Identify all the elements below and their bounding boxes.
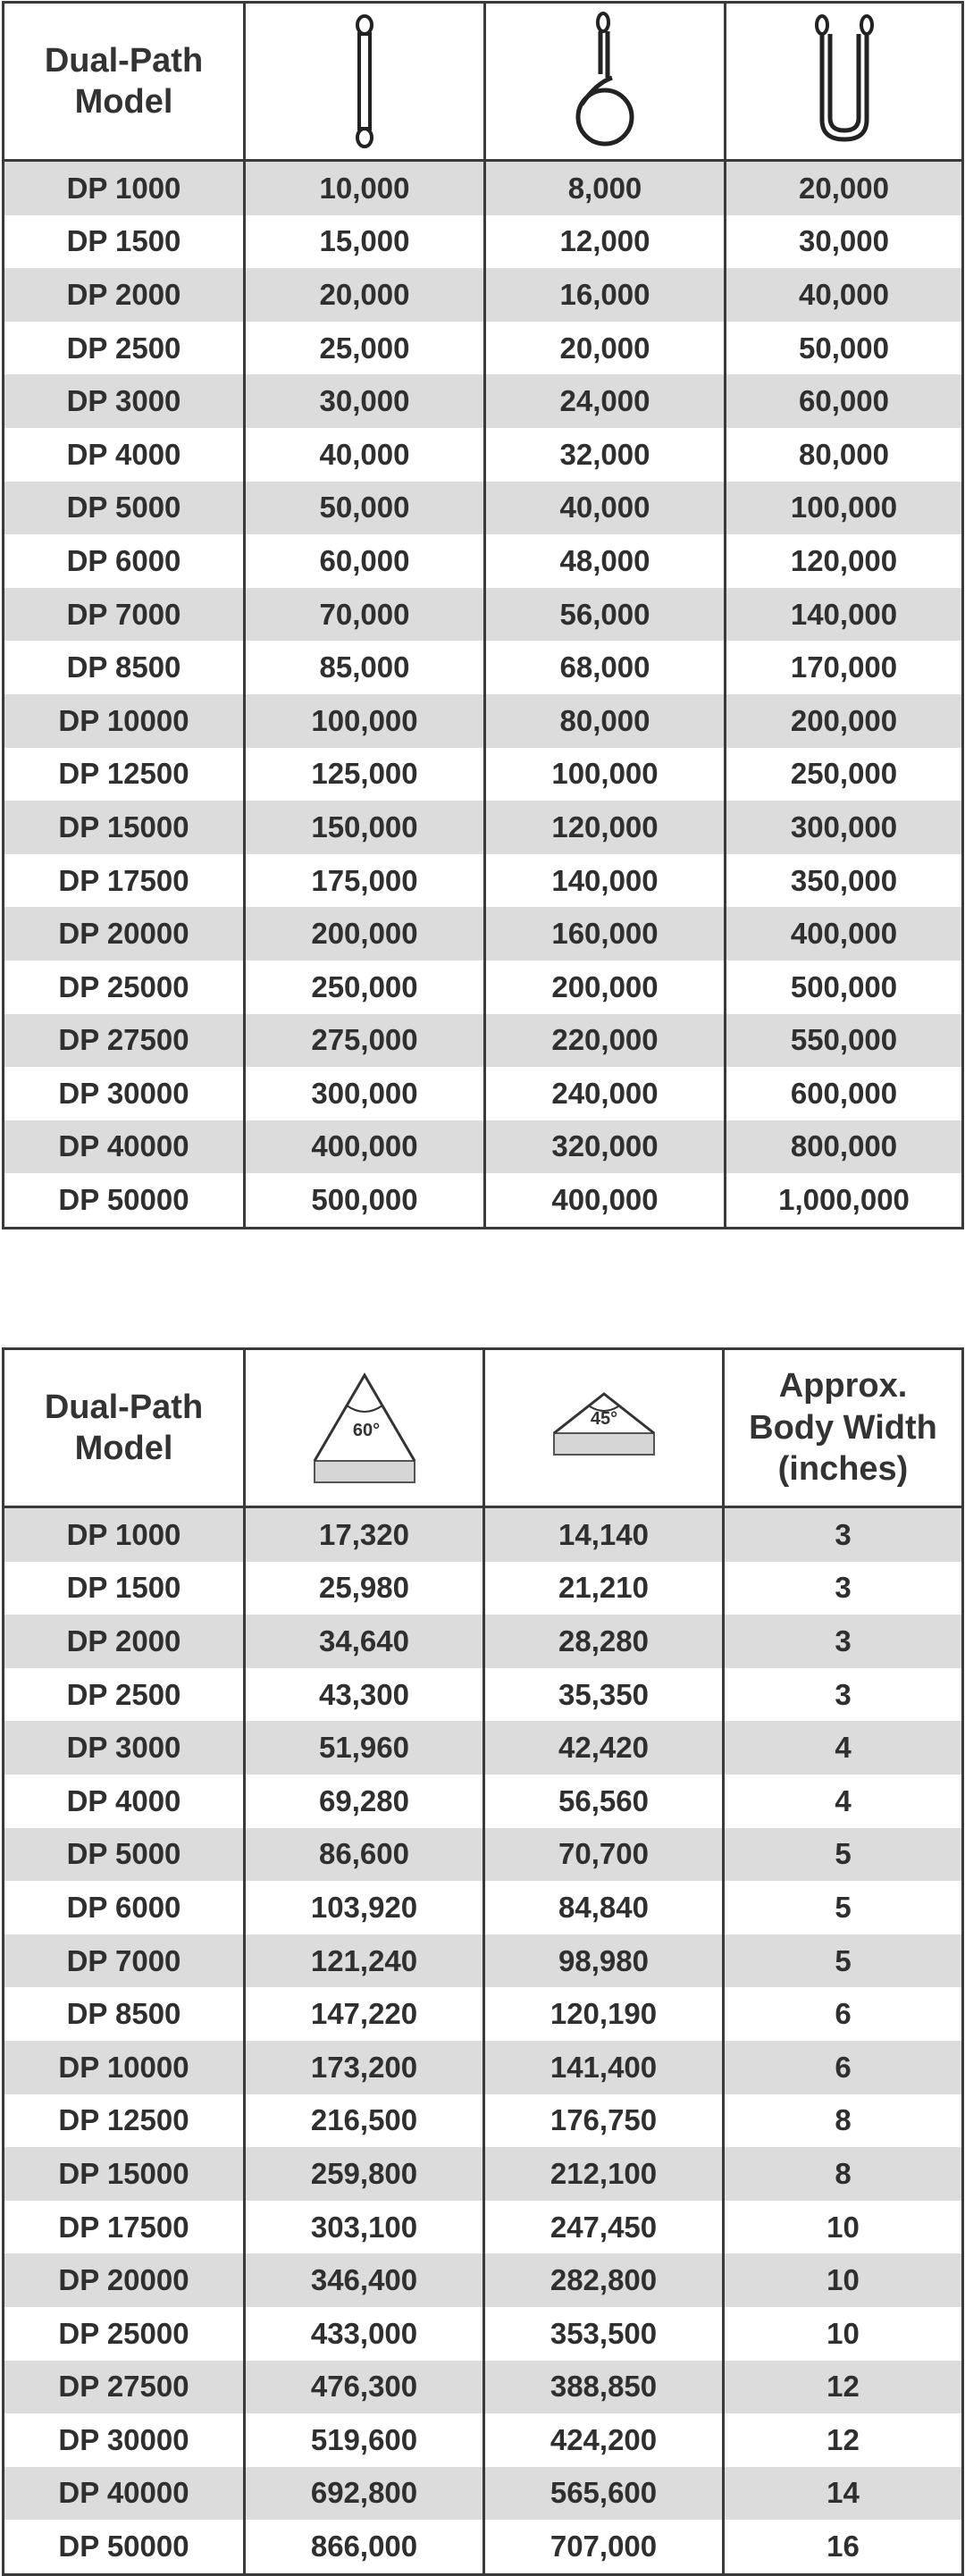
choker-capacity-cell: 40,000 xyxy=(485,482,726,535)
choker-capacity-cell: 120,000 xyxy=(485,801,726,854)
choker-capacity-cell: 80,000 xyxy=(485,694,726,748)
table-row xyxy=(4,2413,963,2467)
choker-capacity-cell: 160,000 xyxy=(485,907,726,961)
table-row xyxy=(4,1934,963,1988)
basket-45-column-header xyxy=(484,1349,724,1507)
basket-45-capacity-cell: 388,850 xyxy=(484,2361,724,2414)
table-row xyxy=(4,322,963,375)
basket-60-capacity-cell: 433,000 xyxy=(245,2307,484,2361)
choker-capacity-cell: 32,000 xyxy=(485,428,726,482)
table-row xyxy=(4,268,963,322)
table-row xyxy=(4,748,963,801)
basket-capacity-cell: 170,000 xyxy=(726,641,963,694)
basket-capacity-cell: 800,000 xyxy=(726,1120,963,1174)
capacity-table-basket-angles xyxy=(2,1347,964,2576)
basket-45-capacity-cell: 424,200 xyxy=(484,2413,724,2467)
table-row xyxy=(4,1067,963,1120)
basket-capacity-cell: 250,000 xyxy=(726,748,963,801)
body-width-cell: 5 xyxy=(724,1828,963,1882)
vertical-capacity-cell: 60,000 xyxy=(245,534,485,588)
model-cell: DP 6000 xyxy=(4,1881,245,1934)
model-cell: DP 15000 xyxy=(4,801,245,854)
vertical-capacity-cell: 15,000 xyxy=(245,215,485,269)
model-cell: DP 2000 xyxy=(4,1615,245,1668)
basket-60-capacity-cell: 34,640 xyxy=(245,1615,484,1668)
angle-45-label: 45° xyxy=(590,1409,617,1429)
basket-60-capacity-cell: 121,240 xyxy=(245,1934,484,1988)
choker-hitch-icon xyxy=(569,12,641,151)
basket-60-capacity-cell: 103,920 xyxy=(245,1881,484,1934)
table-row xyxy=(4,1173,963,1228)
table-row xyxy=(4,1775,963,1828)
body-width-cell: 5 xyxy=(724,1881,963,1934)
table-header xyxy=(4,1349,963,1507)
choker-capacity-cell: 220,000 xyxy=(485,1014,726,1068)
choker-capacity-cell: 24,000 xyxy=(485,374,726,428)
table-row xyxy=(4,1987,963,2041)
vertical-capacity-cell: 250,000 xyxy=(245,961,485,1014)
model-cell: DP 12500 xyxy=(4,748,245,801)
model-cell: DP 40000 xyxy=(4,1120,245,1174)
model-cell: DP 6000 xyxy=(4,534,245,588)
table-row xyxy=(4,801,963,854)
basket-capacity-cell: 20,000 xyxy=(726,161,963,215)
basket-45-capacity-cell: 120,190 xyxy=(484,1987,724,2041)
model-cell: DP 17500 xyxy=(4,2201,245,2254)
body-width-column-header xyxy=(724,1349,963,1507)
table-row xyxy=(4,215,963,269)
capacity-table-hitches xyxy=(2,1,964,1229)
vertical-capacity-cell: 30,000 xyxy=(245,374,485,428)
model-cell: DP 4000 xyxy=(4,1775,245,1828)
model-cell: DP 1500 xyxy=(4,1562,245,1615)
basket-45-capacity-cell: 141,400 xyxy=(484,2041,724,2094)
basket-60-capacity-cell: 25,980 xyxy=(245,1562,484,1615)
table-row xyxy=(4,2094,963,2148)
basket-capacity-cell: 140,000 xyxy=(726,588,963,642)
body-width-header-label: Approx. Body Width (inches) xyxy=(749,1367,937,1489)
basket-60-capacity-cell: 866,000 xyxy=(245,2520,484,2574)
model-cell: DP 30000 xyxy=(4,1067,245,1120)
choker-capacity-cell: 320,000 xyxy=(485,1120,726,1174)
basket-45-degree-icon xyxy=(550,1383,658,1473)
model-cell: DP 2500 xyxy=(4,322,245,375)
basket-60-capacity-cell: 173,200 xyxy=(245,2041,484,2094)
choker-capacity-cell: 240,000 xyxy=(485,1067,726,1120)
choker-capacity-cell: 56,000 xyxy=(485,588,726,642)
body-width-cell: 6 xyxy=(724,1987,963,2041)
vertical-capacity-cell: 150,000 xyxy=(245,801,485,854)
body-width-cell: 10 xyxy=(724,2253,963,2307)
basket-60-capacity-cell: 346,400 xyxy=(245,2253,484,2307)
model-cell: DP 4000 xyxy=(4,428,245,482)
vertical-capacity-cell: 100,000 xyxy=(245,694,485,748)
basket-45-capacity-cell: 707,000 xyxy=(484,2520,724,2574)
table-row xyxy=(4,2147,963,2201)
table-row xyxy=(4,2041,963,2094)
model-cell: DP 10000 xyxy=(4,694,245,748)
table-row xyxy=(4,1120,963,1174)
table-row xyxy=(4,2307,963,2361)
angle-60-label: 60° xyxy=(352,1421,380,1440)
basket-60-capacity-cell: 259,800 xyxy=(245,2147,484,2201)
model-header-label: Dual-Path Model xyxy=(44,1388,204,1467)
vertical-hitch-column-header xyxy=(245,3,485,161)
choker-capacity-cell: 140,000 xyxy=(485,854,726,908)
table-row xyxy=(4,1562,963,1615)
basket-capacity-cell: 50,000 xyxy=(726,322,963,375)
table-row xyxy=(4,588,963,642)
body-width-cell: 10 xyxy=(724,2201,963,2254)
model-cell: DP 5000 xyxy=(4,1828,245,1882)
vertical-capacity-cell: 70,000 xyxy=(245,588,485,642)
basket-60-capacity-cell: 476,300 xyxy=(245,2361,484,2414)
table-row xyxy=(4,907,963,961)
model-cell: DP 30000 xyxy=(4,2413,245,2467)
body-width-cell: 12 xyxy=(724,2413,963,2467)
model-cell: DP 1000 xyxy=(4,161,245,215)
model-cell: DP 3000 xyxy=(4,1721,245,1775)
table-row xyxy=(4,1828,963,1882)
model-cell: DP 12500 xyxy=(4,2094,245,2148)
table-row xyxy=(4,1507,963,1562)
basket-capacity-cell: 30,000 xyxy=(726,215,963,269)
vertical-capacity-cell: 275,000 xyxy=(245,1014,485,1068)
basket-60-degree-icon xyxy=(311,1370,418,1486)
basket-capacity-cell: 100,000 xyxy=(726,482,963,535)
basket-capacity-cell: 1,000,000 xyxy=(726,1173,963,1228)
model-cell: DP 20000 xyxy=(4,907,245,961)
table-row xyxy=(4,2520,963,2574)
basket-60-capacity-cell: 303,100 xyxy=(245,2201,484,2254)
basket-45-capacity-cell: 176,750 xyxy=(484,2094,724,2148)
model-cell: DP 17500 xyxy=(4,854,245,908)
basket-capacity-cell: 300,000 xyxy=(726,801,963,854)
body-width-cell: 10 xyxy=(724,2307,963,2361)
choker-capacity-cell: 20,000 xyxy=(485,322,726,375)
basket-capacity-cell: 550,000 xyxy=(726,1014,963,1068)
model-cell: DP 1500 xyxy=(4,215,245,269)
table-row xyxy=(4,2467,963,2521)
table-row xyxy=(4,1668,963,1722)
body-width-cell: 3 xyxy=(724,1668,963,1722)
model-cell: DP 1000 xyxy=(4,1507,245,1562)
model-cell: DP 50000 xyxy=(4,2520,245,2574)
basket-45-capacity-cell: 84,840 xyxy=(484,1881,724,1934)
model-cell: DP 15000 xyxy=(4,2147,245,2201)
body-width-cell: 3 xyxy=(724,1615,963,1668)
table-row xyxy=(4,1721,963,1775)
basket-capacity-cell: 400,000 xyxy=(726,907,963,961)
basket-capacity-cell: 500,000 xyxy=(726,961,963,1014)
basket-60-capacity-cell: 86,600 xyxy=(245,1828,484,1882)
vertical-capacity-cell: 20,000 xyxy=(245,268,485,322)
table-header xyxy=(4,3,963,161)
body-width-cell: 3 xyxy=(724,1562,963,1615)
choker-capacity-cell: 68,000 xyxy=(485,641,726,694)
model-cell: DP 27500 xyxy=(4,2361,245,2414)
table-row xyxy=(4,1615,963,1668)
table-row xyxy=(4,1014,963,1068)
vertical-capacity-cell: 300,000 xyxy=(245,1067,485,1120)
choker-capacity-cell: 12,000 xyxy=(485,215,726,269)
vertical-capacity-cell: 40,000 xyxy=(245,428,485,482)
model-cell: DP 3000 xyxy=(4,374,245,428)
vertical-hitch-icon xyxy=(347,14,382,148)
table-row xyxy=(4,961,963,1014)
vertical-capacity-cell: 10,000 xyxy=(245,161,485,215)
model-cell: DP 5000 xyxy=(4,482,245,535)
model-column-header xyxy=(4,3,245,161)
basket-45-capacity-cell: 14,140 xyxy=(484,1507,724,1562)
table-row xyxy=(4,161,963,215)
table-row xyxy=(4,1881,963,1934)
model-cell: DP 25000 xyxy=(4,961,245,1014)
choker-capacity-cell: 400,000 xyxy=(485,1173,726,1228)
basket-capacity-cell: 60,000 xyxy=(726,374,963,428)
basket-capacity-cell: 350,000 xyxy=(726,854,963,908)
basket-45-capacity-cell: 70,700 xyxy=(484,1828,724,1882)
body-width-cell: 16 xyxy=(724,2520,963,2574)
table-row xyxy=(4,2361,963,2414)
basket-45-capacity-cell: 353,500 xyxy=(484,2307,724,2361)
table-row xyxy=(4,854,963,908)
body-width-cell: 12 xyxy=(724,2361,963,2414)
basket-45-capacity-cell: 282,800 xyxy=(484,2253,724,2307)
vertical-capacity-cell: 85,000 xyxy=(245,641,485,694)
table-row xyxy=(4,2253,963,2307)
basket-60-capacity-cell: 17,320 xyxy=(245,1507,484,1562)
model-cell: DP 50000 xyxy=(4,1173,245,1228)
model-cell: DP 7000 xyxy=(4,1934,245,1988)
basket-45-capacity-cell: 35,350 xyxy=(484,1668,724,1722)
model-cell: DP 2500 xyxy=(4,1668,245,1722)
vertical-capacity-cell: 200,000 xyxy=(245,907,485,961)
model-cell: DP 2000 xyxy=(4,268,245,322)
choker-capacity-cell: 48,000 xyxy=(485,534,726,588)
basket-capacity-cell: 80,000 xyxy=(726,428,963,482)
basket-60-capacity-cell: 216,500 xyxy=(245,2094,484,2148)
model-cell: DP 40000 xyxy=(4,2467,245,2521)
basket-60-column-header xyxy=(245,1349,484,1507)
vertical-capacity-cell: 50,000 xyxy=(245,482,485,535)
body-width-cell: 4 xyxy=(724,1775,963,1828)
basket-hitch-column-header xyxy=(726,3,963,161)
basket-capacity-cell: 600,000 xyxy=(726,1067,963,1120)
model-cell: DP 20000 xyxy=(4,2253,245,2307)
choker-hitch-column-header xyxy=(485,3,726,161)
basket-45-capacity-cell: 212,100 xyxy=(484,2147,724,2201)
basket-45-capacity-cell: 42,420 xyxy=(484,1721,724,1775)
basket-45-capacity-cell: 565,600 xyxy=(484,2467,724,2521)
choker-capacity-cell: 200,000 xyxy=(485,961,726,1014)
basket-45-capacity-cell: 247,450 xyxy=(484,2201,724,2254)
model-header-label: Dual-Path Model xyxy=(44,41,204,121)
basket-60-capacity-cell: 692,800 xyxy=(245,2467,484,2521)
body-width-cell: 8 xyxy=(724,2147,963,2201)
basket-60-capacity-cell: 147,220 xyxy=(245,1987,484,2041)
table-row xyxy=(4,694,963,748)
vertical-capacity-cell: 25,000 xyxy=(245,322,485,375)
model-cell: DP 10000 xyxy=(4,2041,245,2094)
basket-45-capacity-cell: 21,210 xyxy=(484,1562,724,1615)
model-column-header xyxy=(4,1349,245,1507)
vertical-capacity-cell: 500,000 xyxy=(245,1173,485,1228)
choker-capacity-cell: 16,000 xyxy=(485,268,726,322)
model-cell: DP 8500 xyxy=(4,1987,245,2041)
body-width-cell: 5 xyxy=(724,1934,963,1988)
vertical-capacity-cell: 175,000 xyxy=(245,854,485,908)
basket-capacity-cell: 40,000 xyxy=(726,268,963,322)
basket-60-capacity-cell: 51,960 xyxy=(245,1721,484,1775)
model-cell: DP 27500 xyxy=(4,1014,245,1068)
model-cell: DP 7000 xyxy=(4,588,245,642)
choker-capacity-cell: 100,000 xyxy=(485,748,726,801)
body-width-cell: 8 xyxy=(724,2094,963,2148)
basket-60-capacity-cell: 519,600 xyxy=(245,2413,484,2467)
basket-60-capacity-cell: 43,300 xyxy=(245,1668,484,1722)
body-width-cell: 6 xyxy=(724,2041,963,2094)
table-row xyxy=(4,641,963,694)
basket-hitch-icon xyxy=(809,14,880,148)
choker-capacity-cell: 8,000 xyxy=(485,161,726,215)
table-row xyxy=(4,374,963,428)
vertical-capacity-cell: 125,000 xyxy=(245,748,485,801)
table-row xyxy=(4,2201,963,2254)
body-width-cell: 14 xyxy=(724,2467,963,2521)
basket-45-capacity-cell: 28,280 xyxy=(484,1615,724,1668)
table-row xyxy=(4,482,963,535)
basket-60-capacity-cell: 69,280 xyxy=(245,1775,484,1828)
model-cell: DP 8500 xyxy=(4,641,245,694)
table-row xyxy=(4,428,963,482)
vertical-capacity-cell: 400,000 xyxy=(245,1120,485,1174)
basket-capacity-cell: 120,000 xyxy=(726,534,963,588)
table-row xyxy=(4,534,963,588)
basket-45-capacity-cell: 98,980 xyxy=(484,1934,724,1988)
body-width-cell: 3 xyxy=(724,1507,963,1562)
basket-capacity-cell: 200,000 xyxy=(726,694,963,748)
basket-45-capacity-cell: 56,560 xyxy=(484,1775,724,1828)
model-cell: DP 25000 xyxy=(4,2307,245,2361)
body-width-cell: 4 xyxy=(724,1721,963,1775)
